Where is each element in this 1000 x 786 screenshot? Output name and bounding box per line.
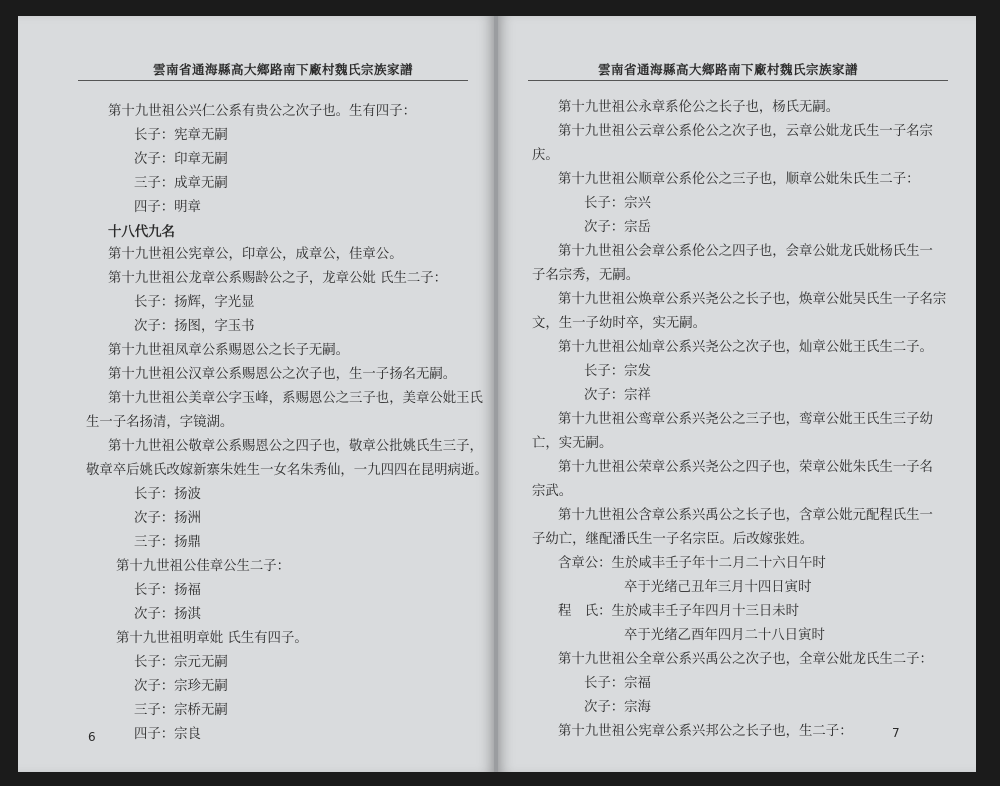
text-line: 子名宗秀，无嗣。 [532, 268, 640, 283]
text-line: 四子：明章 [134, 200, 201, 215]
text-line: 三子：宗桥无嗣 [134, 703, 228, 718]
text-line: 第十九世祖公焕章公系兴尧公之长子也，焕章公妣吴氏生一子名宗 [558, 292, 947, 307]
text-line: 长子：扬福 [134, 583, 201, 598]
text-line: 第十九世祖公荣章公系兴尧公之四子也，荣章公妣朱氏生一子名 [558, 460, 933, 475]
text-line: 卒于光绪己丑年三月十四日寅时 [624, 580, 812, 595]
text-line: 生一子名扬清，字镜湖。 [86, 415, 234, 430]
text-line: 长子：宗元无嗣 [134, 655, 228, 670]
text-line: 第十九世祖公兴仁公系有贵公之次子也。生有四子： [108, 104, 416, 119]
text-line: 第十九世祖公永章系伦公之长子也，杨氏无嗣。 [558, 100, 840, 115]
text-line: 含章公：生於咸丰壬子年十二月二十六日午时 [558, 556, 826, 571]
text-line: 第十九世祖公宪章公，印章公，成章公，佳章公。 [108, 247, 403, 262]
page-header: 雲南省通海縣高大鄉路南下廠村魏氏宗族家譜 [597, 62, 858, 77]
text-line: 四子：宗良 [134, 727, 201, 742]
text-line: 庆。 [532, 148, 559, 163]
text-line: 第十九世祖公汉章公系赐恩公之次子也，生一子扬名无嗣。 [108, 367, 457, 382]
header-rule [528, 80, 948, 81]
text-line: 第十九世祖公会章公系伦公之四子也，会章公妣龙氏妣杨氏生一 [558, 244, 933, 259]
text-line: 敬章卒后姚氏改嫁新寨朱姓生一女名朱秀仙，一九四四在昆明病逝。 [86, 463, 488, 478]
text-line: 长子：扬波 [134, 487, 201, 502]
text-line: 次子：扬淇 [134, 607, 201, 622]
left-page [18, 16, 494, 772]
text-line: 长子：宗发 [584, 364, 651, 379]
text-line: 子幼亡，继配潘氏生一子名宗臣。后改嫁张姓。 [532, 532, 814, 547]
text-line: 第十九世祖凤章公系赐恩公之长子无嗣。 [108, 343, 350, 358]
text-line: 长子：扬辉，字光显 [134, 295, 255, 310]
text-line: 第十九世祖公龙章公系赐龄公之子，龙章公妣 氏生二子： [108, 271, 448, 286]
text-line: 次子：宗海 [584, 700, 651, 715]
text-line: 第十九世祖公云章公系伦公之次子也，云章公妣龙氏生一子名宗 [558, 124, 933, 139]
text-line: 第十九世祖公佳章公生二子： [116, 559, 291, 574]
text-line: 次子：扬洲 [134, 511, 201, 526]
text-line: 宗武。 [532, 484, 573, 499]
text-line: 次子：宗珍无嗣 [134, 679, 228, 694]
text-line: 第十九世祖公含章公系兴禹公之长子也，含章公妣元配程氏生一 [558, 508, 933, 523]
text-line: 第十九世祖明章妣 氏生有四子。 [116, 631, 308, 646]
section-heading: 十八代九名 [108, 224, 175, 240]
header-rule [78, 80, 468, 81]
page-number: 6 [88, 730, 96, 744]
text-line: 长子：宪章无嗣 [134, 128, 228, 143]
text-line: 卒于光绪乙酉年四月二十八日寅时 [624, 628, 825, 643]
text-line: 第十九世祖公敬章公系赐恩公之四子也，敬章公批姚氏生三子， [108, 439, 483, 454]
text-line: 程 氏：生於咸丰壬子年四月十三日未时 [558, 604, 800, 619]
text-line: 长子：宗福 [584, 676, 651, 691]
text-line: 次子：宗祥 [584, 388, 651, 403]
text-line: 次子：扬图，字玉书 [134, 319, 255, 334]
text-line: 第十九世祖公鸾章公系兴尧公之三子也，鸾章公妣王氏生三子幼 [558, 412, 933, 427]
text-line: 第十九世祖公灿章公系兴尧公之次子也，灿章公妣王氏生二子。 [558, 340, 933, 355]
text-line: 次子：宗岳 [584, 220, 651, 235]
text-line: 第十九世祖公美章公字玉峰，系赐恩公之三子也，美章公妣王氏 [108, 391, 483, 406]
text-line: 第十九世祖公宪章公系兴邦公之长子也，生二子： [558, 724, 853, 739]
text-line: 文，生一子幼时卒，实无嗣。 [532, 316, 707, 331]
text-line: 次子：印章无嗣 [134, 152, 228, 167]
text-line: 三子：扬鼎 [134, 535, 201, 550]
page-header: 雲南省通海縣高大鄉路南下廠村魏氏宗族家譜 [152, 62, 413, 77]
text-line: 亡，实无嗣。 [532, 436, 613, 451]
text-line: 第十九世祖公全章公系兴禹公之次子也，全章公妣龙氏生二子： [558, 652, 933, 667]
right-page [498, 16, 976, 772]
text-line: 长子：宗兴 [584, 196, 651, 211]
text-line: 第十九世祖公顺章公系伦公之三子也，顺章公妣朱氏生二子： [558, 172, 920, 187]
text-line: 三子：成章无嗣 [134, 176, 228, 191]
page-number: 7 [892, 726, 900, 740]
